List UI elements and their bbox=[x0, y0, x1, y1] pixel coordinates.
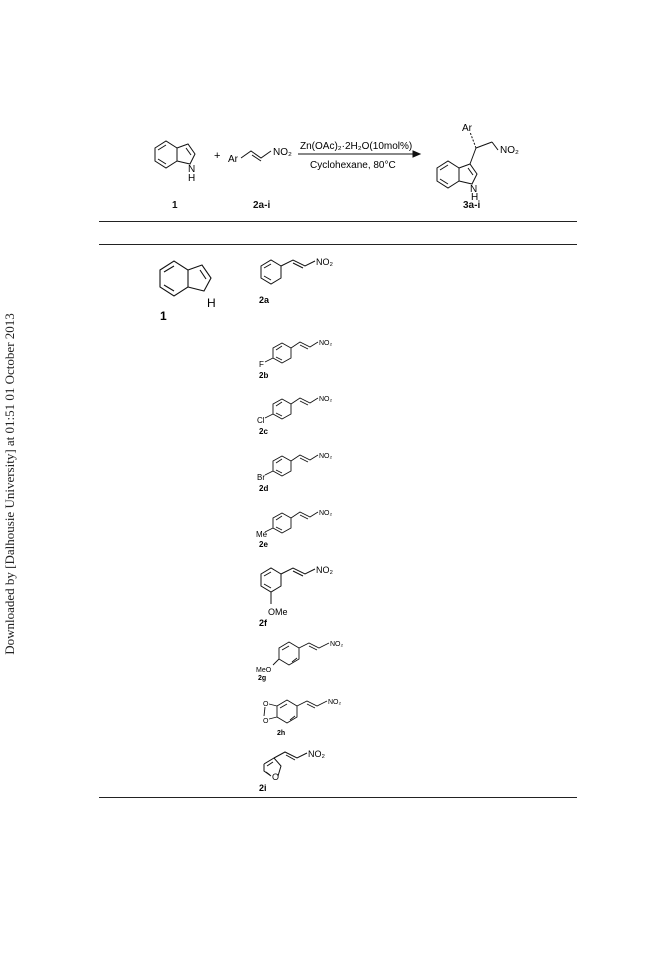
2e-label: 2e bbox=[259, 540, 268, 549]
reactant2-label: 2a-i bbox=[253, 200, 271, 211]
2h-o-bottom: O bbox=[263, 718, 269, 725]
nitroalkene-2a bbox=[255, 250, 355, 310]
product-h: H bbox=[471, 192, 479, 203]
reactant1-label: 1 bbox=[172, 200, 178, 211]
nitroalkene-2e bbox=[255, 500, 355, 552]
2h-no2: NO₂ bbox=[328, 699, 342, 706]
reactant2-no2: NO₂ bbox=[273, 147, 292, 158]
indole-label: 1 bbox=[160, 309, 167, 323]
indole-h: H bbox=[207, 296, 216, 310]
2i-no2: NO₂ bbox=[308, 749, 325, 759]
2b-substituent: F bbox=[259, 360, 264, 369]
2i-substituent: O bbox=[272, 772, 280, 782]
2d-substituent: Br bbox=[257, 473, 265, 482]
conditions-catalyst: Zn(OAc)₂·2H₂O(10mol%) bbox=[300, 141, 413, 152]
2g-substituent: MeO bbox=[256, 667, 272, 674]
nitroalkene-2d bbox=[255, 443, 355, 495]
2f-label: 2f bbox=[259, 618, 268, 628]
nitroalkene-2c bbox=[255, 386, 355, 438]
2c-label: 2c bbox=[259, 427, 268, 436]
reactant1-nh: N bbox=[188, 164, 196, 175]
reaction-scheme bbox=[0, 0, 672, 230]
product-ar: Ar bbox=[462, 123, 472, 134]
nitroalkene-2f bbox=[255, 558, 355, 630]
table-header-rule bbox=[99, 244, 577, 245]
table-top-rule bbox=[99, 221, 577, 222]
2d-no2: NO₂ bbox=[319, 453, 333, 460]
2h-o-top: O bbox=[263, 701, 269, 708]
reactant1-h: H bbox=[188, 173, 196, 184]
product-nh: N bbox=[470, 184, 478, 195]
2g-no2: NO₂ bbox=[330, 641, 344, 648]
2c-substituent: Cl bbox=[257, 416, 265, 425]
2e-no2: NO₂ bbox=[319, 510, 333, 517]
2g-label: 2g bbox=[258, 675, 267, 682]
2h-label: 2h bbox=[277, 730, 286, 737]
2d-label: 2d bbox=[259, 484, 269, 493]
2b-no2: NO₂ bbox=[319, 340, 333, 347]
reactant2-ar: Ar bbox=[228, 154, 238, 165]
conditions-solvent: Cyclohexane, 80°C bbox=[310, 160, 396, 171]
nitroalkene-2h bbox=[255, 690, 355, 742]
2i-label: 2i bbox=[259, 783, 267, 793]
2c-no2: NO₂ bbox=[319, 396, 333, 403]
nitroalkene-2b bbox=[255, 330, 355, 382]
2f-no2: NO₂ bbox=[316, 565, 333, 575]
watermark-text: Downloaded by [Dalhousie University] at 01:51 01 October 2013 bbox=[2, 313, 17, 655]
product-no2: NO₂ bbox=[500, 145, 519, 156]
2a-label: 2a bbox=[259, 295, 270, 305]
2e-substituent: Me bbox=[256, 530, 268, 539]
2a-no2: NO₂ bbox=[316, 257, 333, 267]
table-bottom-rule bbox=[99, 797, 577, 798]
nitroalkene-2g bbox=[255, 632, 355, 684]
plus-sign: + bbox=[214, 150, 221, 162]
nitroalkene-2i bbox=[255, 742, 355, 794]
indole-structure bbox=[150, 250, 230, 325]
product-label: 3a-i bbox=[463, 200, 481, 211]
2f-substituent: OMe bbox=[268, 607, 288, 617]
2b-label: 2b bbox=[259, 371, 269, 380]
